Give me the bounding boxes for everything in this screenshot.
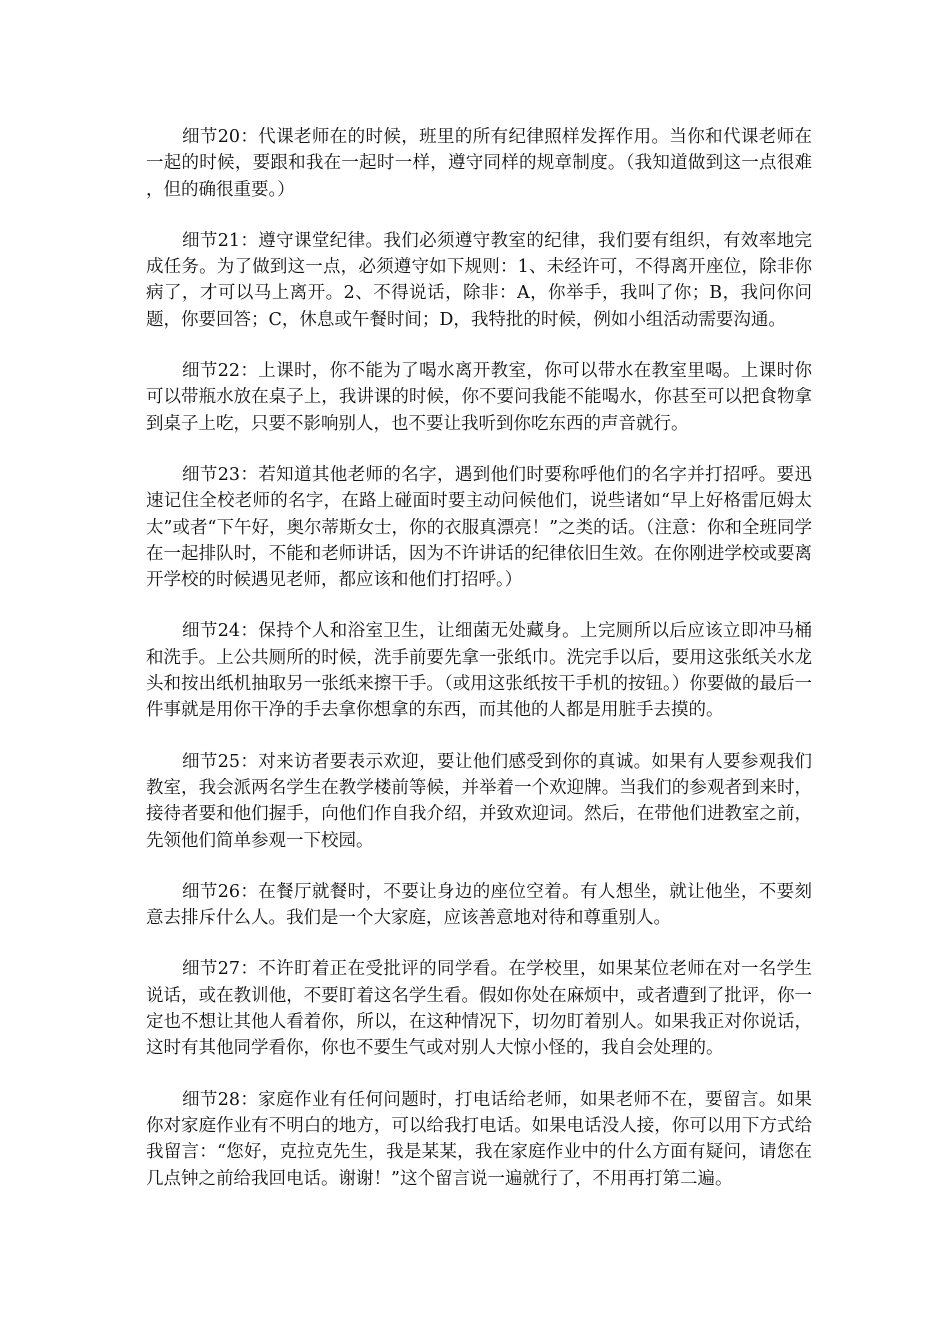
- paragraph-detail-24: 细节24：保持个人和浴室卫生，让细菌无处藏身。上完厕所以后应该立即冲马桶和洗手。上公共厕所的时候，洗手前要先拿一张纸巾。洗完手以后，要用这张纸关水龙头和按出纸机抽取另一张纸来擦干手。（或用这张纸按干手机的按钮。）你要做的最后一件事就是用你干净的手去拿你想拿的东西，而其他的人都是用脏手去摸的。: [146, 621, 812, 721]
- document-page: [146, 124, 812, 1217]
- paragraph-detail-28: 细节28：家庭作业有任何问题时，打电话给老师，如果老师不在，要留言。如果你对家庭作业有不明白的地方，可以给我打电话。如果电话没人接，你可以用下方式给我留言：“您好，克拉克先生，我是某某，我在家庭作业中的什么方面有疑问，请您在几点钟之前给我回电话。谢谢！”这个留言说一遍就行了，不用再打第二遍。: [146, 1089, 812, 1189]
- paragraph-detail-25: 细节25：对来访者要表示欢迎，要让他们感受到你的真诚。如果有人要参观我们教室，我会派两名学生在教学楼前等候，并举着一个欢迎牌。当我们的参观者到来时，接待者要和他们握手，向他们作自我介绍，并致欢迎词。然后，在带他们进教室之前，先领他们简单参观一下校园。: [146, 751, 812, 851]
- paragraph-detail-27: 细节27：不许盯着正在受批评的同学看。在学校里，如果某位老师在对一名学生说话，或在教训他，不要盯着这名学生看。假如你处在麻烦中，或者遭到了批评，你一定也不想让其他人看着你，所以，在这种情况下，切勿盯着别人。如果我正对你说话，这时有其他同学看你，你也不要生气或对别人大惊小怪的，我自会处理的。: [146, 959, 812, 1059]
- paragraph-detail-21: 细节21：遵守课堂纪律。我们必须遵守教室的纪律，我们要有组织，有效率地完成任务。为了做到这一点，必须遵守如下规则：1、未经许可，不得离开座位，除非你病了，才可以马上离开。2、不得说话，除非：A，你举手，我叫了你；B，我问你问题，你要回答；C，休息或午餐时间；D，我特批的时候，例如小组活动需要沟通。: [146, 230, 812, 330]
- paragraph-detail-20: 细节20：代课老师在的时候，班里的所有纪律照样发挥作用。当你和代课老师在一起的时候，要跟和我在一起时一样，遵守同样的规章制度。（我知道做到这一点很难，但的确很重要。）: [146, 127, 812, 200]
- paragraph-detail-26: 细节26：在餐厅就餐时，不要让身边的座位空着。有人想坐，就让他坐，不要刻意去排斥什么人。我们是一个大家庭，应该善意地对待和尊重别人。: [146, 881, 812, 929]
- paragraph-detail-22: 细节22：上课时，你不能为了喝水离开教室，你可以带水在教室里喝。上课时你可以带瓶水放在桌子上，我讲课的时候，你不要问我能不能喝水，你甚至可以把食物拿到桌子上吃，只要不影响别人，也不要让我听到你吃东西的声音就行。: [146, 361, 812, 434]
- paragraph-detail-23: 细节23：若知道其他老师的名字，遇到他们时要称呼他们的名字并打招呼。要迅速记住全校老师的名字，在路上碰面时要主动问候他们，说些诸如“早上好格雷厄姆太太”或者“下午好，奥尔蒂斯女士，你的衣服真漂亮！”之类的话。（注意：你和全班同学在一起排队时，不能和老师讲话，因为不许讲话的纪律依旧生效。在你刚进学校或要离开学校的时候遇见老师，都应该和他们打招呼。）: [146, 464, 812, 591]
